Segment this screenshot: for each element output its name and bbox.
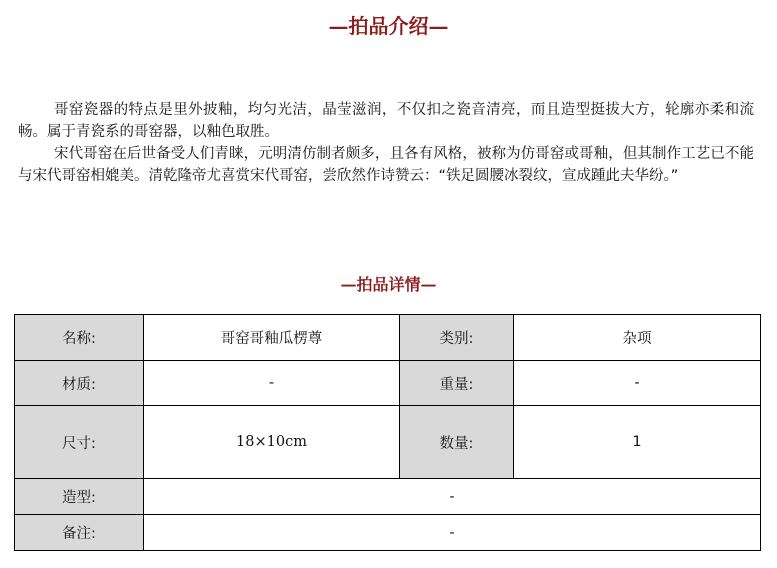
page-title: —拍品介绍—	[328, 14, 449, 38]
table-row	[15, 479, 761, 515]
name-label: 名称:	[15, 315, 144, 361]
category-label: 类别:	[400, 315, 514, 361]
material-label: 材质:	[15, 361, 144, 406]
material-value: -	[144, 361, 400, 406]
name-value: 哥窑哥釉瓜楞尊	[144, 315, 400, 361]
intro-paragraph: 哥窑瓷器的特点是里外披釉，均匀光洁，晶莹滋润，不仅扣之瓷音清亮，而且造型挺拔大方，轮廓亦柔和流畅。属于青瓷系的哥窑器，以釉色取胜。	[18, 102, 754, 140]
quantity-value: 1	[514, 406, 761, 479]
table-row	[15, 361, 761, 406]
table-row	[15, 515, 761, 551]
shape-value: -	[144, 479, 761, 515]
intro-text	[18, 99, 754, 187]
details-table	[14, 314, 761, 551]
details-title: —拍品详情—	[340, 275, 437, 294]
weight-value: -	[514, 361, 761, 406]
shape-label: 造型:	[15, 479, 144, 515]
size-label: 尺寸:	[15, 406, 144, 479]
intro-paragraph: 宋代哥窑在后世备受人们青睐，元明清仿制者颇多，且各有风格，被称为仿哥窑或哥釉，但其制作工艺已不能与宋代哥窑相媲美。清乾隆帝尤喜赏宋代哥窑，尝欣然作诗赞云：“铁足圆腰冰裂纹，宣成踵此夫华纷。”	[18, 146, 754, 184]
size-value: 18×10cm	[144, 406, 400, 479]
weight-label: 重量:	[400, 361, 514, 406]
remarks-label: 备注:	[15, 515, 144, 551]
category-value: 杂项	[514, 315, 761, 361]
table-row	[15, 315, 761, 361]
quantity-label: 数量:	[400, 406, 514, 479]
remarks-value: -	[144, 515, 761, 551]
table-row	[15, 406, 761, 479]
